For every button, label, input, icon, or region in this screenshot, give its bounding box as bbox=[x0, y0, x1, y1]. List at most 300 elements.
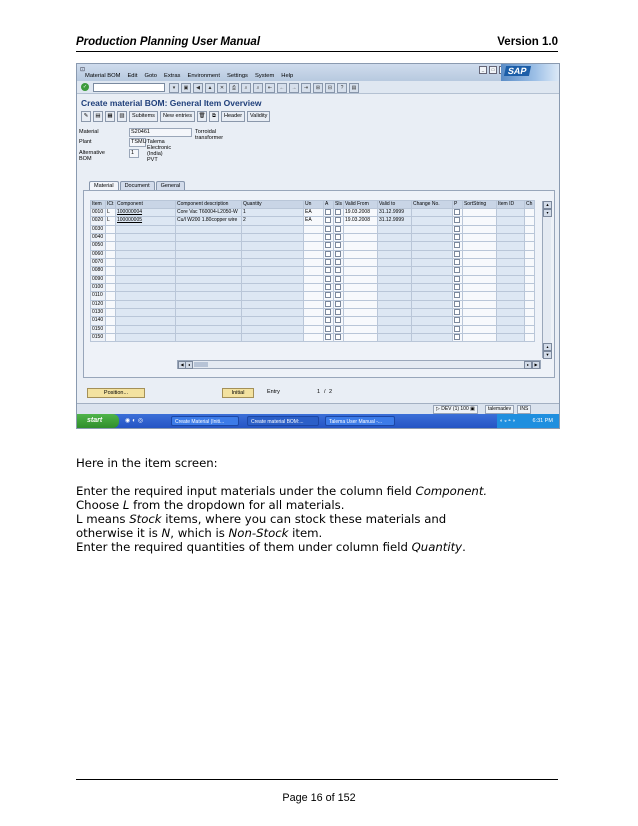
scroll-right-page-icon[interactable]: ▸ bbox=[524, 361, 532, 369]
sls-checkbox[interactable] bbox=[334, 258, 344, 266]
component-cell[interactable] bbox=[116, 275, 176, 283]
unit-cell[interactable] bbox=[304, 258, 324, 266]
a-checkbox[interactable] bbox=[324, 242, 334, 250]
unit-cell[interactable] bbox=[304, 325, 324, 333]
valid-from-cell[interactable] bbox=[343, 275, 377, 283]
ch-cell[interactable] bbox=[524, 217, 534, 225]
ict-cell[interactable] bbox=[106, 325, 116, 333]
component-cell[interactable]: 100000004 bbox=[116, 209, 176, 217]
valid-to-cell[interactable] bbox=[377, 233, 411, 241]
description-cell[interactable] bbox=[176, 317, 242, 325]
ch-cell[interactable] bbox=[524, 308, 534, 316]
valid-to-cell[interactable] bbox=[377, 242, 411, 250]
ch-cell[interactable] bbox=[524, 250, 534, 258]
checkbox[interactable] bbox=[335, 217, 341, 223]
checkbox[interactable] bbox=[454, 292, 460, 298]
quantity-cell[interactable] bbox=[242, 300, 304, 308]
ict-cell[interactable] bbox=[106, 317, 116, 325]
quantity-cell[interactable] bbox=[242, 233, 304, 241]
ict-cell[interactable] bbox=[106, 283, 116, 291]
unit-cell[interactable] bbox=[304, 267, 324, 275]
checkbox[interactable] bbox=[454, 251, 460, 257]
ch-cell[interactable] bbox=[524, 267, 534, 275]
unit-cell[interactable] bbox=[304, 317, 324, 325]
item-id-cell[interactable] bbox=[496, 275, 524, 283]
p-checkbox[interactable] bbox=[452, 283, 462, 291]
valid-from-cell[interactable]: 19.03.2008 bbox=[343, 217, 377, 225]
valid-to-cell[interactable] bbox=[377, 325, 411, 333]
valid-to-cell[interactable] bbox=[377, 292, 411, 300]
quantity-cell[interactable] bbox=[242, 258, 304, 266]
item-id-cell[interactable] bbox=[496, 225, 524, 233]
checkbox[interactable] bbox=[335, 292, 341, 298]
quantity-cell[interactable] bbox=[242, 308, 304, 316]
column-header[interactable]: Component bbox=[116, 201, 176, 209]
sls-checkbox[interactable] bbox=[334, 242, 344, 250]
find-next-icon[interactable]: ⌕ bbox=[253, 83, 263, 93]
checkbox[interactable] bbox=[325, 226, 331, 232]
grid-vertical-scrollbar[interactable] bbox=[542, 201, 551, 358]
p-checkbox[interactable] bbox=[452, 275, 462, 283]
p-checkbox[interactable] bbox=[452, 300, 462, 308]
layout-icon[interactable]: ▤ bbox=[349, 83, 359, 93]
unit-cell[interactable] bbox=[304, 300, 324, 308]
component-cell[interactable] bbox=[116, 317, 176, 325]
menu-item[interactable]: Extras bbox=[164, 73, 181, 79]
sortstring-cell[interactable] bbox=[462, 283, 496, 291]
checkbox[interactable] bbox=[454, 309, 460, 315]
valid-to-cell[interactable]: 31.12.9999 bbox=[377, 209, 411, 217]
column-header[interactable]: Item ID bbox=[496, 201, 524, 209]
valid-from-cell[interactable] bbox=[343, 292, 377, 300]
component-cell[interactable]: 100000005 bbox=[116, 217, 176, 225]
description-cell[interactable] bbox=[176, 267, 242, 275]
unit-cell[interactable] bbox=[304, 333, 324, 341]
checkbox[interactable] bbox=[325, 301, 331, 307]
a-checkbox[interactable] bbox=[324, 267, 334, 275]
display-change-icon[interactable]: ✎ bbox=[81, 111, 91, 122]
valid-from-cell[interactable] bbox=[343, 283, 377, 291]
column-header[interactable]: Change No. bbox=[411, 201, 452, 209]
change-no-cell[interactable] bbox=[411, 283, 452, 291]
next-page-icon[interactable]: → bbox=[289, 83, 299, 93]
find-icon[interactable]: ⌕ bbox=[241, 83, 251, 93]
sortstring-cell[interactable] bbox=[462, 317, 496, 325]
ch-cell[interactable] bbox=[524, 325, 534, 333]
component-cell[interactable] bbox=[116, 325, 176, 333]
sls-checkbox[interactable] bbox=[334, 308, 344, 316]
component-cell[interactable] bbox=[116, 300, 176, 308]
exit-icon[interactable]: ▲ bbox=[205, 83, 215, 93]
description-cell[interactable] bbox=[176, 275, 242, 283]
new-session-icon[interactable]: ⊞ bbox=[313, 83, 323, 93]
checkbox[interactable] bbox=[325, 317, 331, 323]
sls-checkbox[interactable] bbox=[334, 300, 344, 308]
sortstring-cell[interactable] bbox=[462, 217, 496, 225]
item-id-cell[interactable] bbox=[496, 308, 524, 316]
valid-to-cell[interactable] bbox=[377, 317, 411, 325]
p-checkbox[interactable] bbox=[452, 308, 462, 316]
select-all-icon[interactable]: ▦ bbox=[105, 111, 115, 122]
checkbox[interactable] bbox=[454, 267, 460, 273]
cancel-icon[interactable]: ✕ bbox=[217, 83, 227, 93]
p-checkbox[interactable] bbox=[452, 325, 462, 333]
change-no-cell[interactable] bbox=[411, 217, 452, 225]
scroll-page-down-icon[interactable]: ▴ bbox=[543, 343, 552, 351]
save-icon[interactable]: ▣ bbox=[181, 83, 191, 93]
scroll-down-icon[interactable]: ▼ bbox=[543, 351, 552, 359]
valid-to-cell[interactable] bbox=[377, 283, 411, 291]
grid-horizontal-scrollbar[interactable] bbox=[177, 360, 541, 369]
a-checkbox[interactable] bbox=[324, 250, 334, 258]
quantity-cell[interactable] bbox=[242, 333, 304, 341]
quantity-cell[interactable] bbox=[242, 225, 304, 233]
column-header[interactable]: Valid From bbox=[343, 201, 377, 209]
sortstring-cell[interactable] bbox=[462, 242, 496, 250]
window-icon[interactable]: ⊡ bbox=[80, 67, 86, 73]
ch-cell[interactable] bbox=[524, 275, 534, 283]
p-checkbox[interactable] bbox=[452, 250, 462, 258]
header-button[interactable]: Header bbox=[221, 111, 245, 122]
ch-cell[interactable] bbox=[524, 333, 534, 341]
sortstring-cell[interactable] bbox=[462, 325, 496, 333]
last-page-icon[interactable]: ⇥ bbox=[301, 83, 311, 93]
ch-cell[interactable] bbox=[524, 317, 534, 325]
quantity-cell[interactable] bbox=[242, 267, 304, 275]
a-checkbox[interactable] bbox=[324, 317, 334, 325]
column-header[interactable]: P bbox=[452, 201, 462, 209]
quantity-cell[interactable] bbox=[242, 250, 304, 258]
checkbox[interactable] bbox=[335, 251, 341, 257]
description-cell[interactable]: Cu/l W200 1.80copper wire bbox=[176, 217, 242, 225]
sls-checkbox[interactable] bbox=[334, 267, 344, 275]
a-checkbox[interactable] bbox=[324, 325, 334, 333]
sls-checkbox[interactable] bbox=[334, 283, 344, 291]
ict-cell[interactable] bbox=[106, 333, 116, 341]
item-id-cell[interactable] bbox=[496, 283, 524, 291]
a-checkbox[interactable] bbox=[324, 233, 334, 241]
valid-to-cell[interactable] bbox=[377, 225, 411, 233]
column-header[interactable]: Ch bbox=[524, 201, 534, 209]
item-id-cell[interactable] bbox=[496, 233, 524, 241]
checkbox[interactable] bbox=[325, 242, 331, 248]
unit-cell[interactable] bbox=[304, 233, 324, 241]
item-id-cell[interactable] bbox=[496, 267, 524, 275]
description-cell[interactable] bbox=[176, 225, 242, 233]
ict-cell[interactable]: L bbox=[106, 217, 116, 225]
valid-from-cell[interactable]: 19.03.2008 bbox=[343, 209, 377, 217]
checkbox[interactable] bbox=[454, 326, 460, 332]
checkbox[interactable] bbox=[335, 309, 341, 315]
valid-from-cell[interactable] bbox=[343, 258, 377, 266]
valid-from-cell[interactable] bbox=[343, 325, 377, 333]
description-cell[interactable] bbox=[176, 292, 242, 300]
checkbox[interactable] bbox=[454, 334, 460, 340]
a-checkbox[interactable] bbox=[324, 283, 334, 291]
valid-to-cell[interactable] bbox=[377, 267, 411, 275]
menu-item[interactable]: Help bbox=[281, 73, 294, 79]
checkbox[interactable] bbox=[454, 317, 460, 323]
quantity-cell[interactable]: 2 bbox=[242, 217, 304, 225]
valid-from-cell[interactable] bbox=[343, 317, 377, 325]
menu-item[interactable]: Environment bbox=[187, 73, 220, 79]
checkbox[interactable] bbox=[335, 317, 341, 323]
sortstring-cell[interactable] bbox=[462, 300, 496, 308]
change-no-cell[interactable] bbox=[411, 275, 452, 283]
checkbox[interactable] bbox=[325, 326, 331, 332]
item-id-cell[interactable] bbox=[496, 325, 524, 333]
checkbox[interactable] bbox=[325, 334, 331, 340]
checkbox[interactable] bbox=[454, 234, 460, 240]
checkbox[interactable] bbox=[325, 259, 331, 265]
column-header[interactable]: ICt bbox=[106, 201, 116, 209]
menu-item[interactable]: Goto bbox=[144, 73, 158, 79]
valid-to-cell[interactable] bbox=[377, 258, 411, 266]
ch-cell[interactable] bbox=[524, 233, 534, 241]
checkbox[interactable] bbox=[335, 226, 341, 232]
p-checkbox[interactable] bbox=[452, 292, 462, 300]
unit-cell[interactable]: EA bbox=[304, 209, 324, 217]
valid-from-cell[interactable] bbox=[343, 250, 377, 258]
item-id-cell[interactable] bbox=[496, 250, 524, 258]
quantity-cell[interactable] bbox=[242, 317, 304, 325]
item-id-cell[interactable] bbox=[496, 333, 524, 341]
component-cell[interactable] bbox=[116, 308, 176, 316]
item-id-cell[interactable] bbox=[496, 317, 524, 325]
subitems-button[interactable]: Subitems bbox=[129, 111, 158, 122]
system-info[interactable]: ▷ DEV (1) 100 ▣ bbox=[433, 405, 478, 414]
print-icon[interactable]: ⎙ bbox=[229, 83, 239, 93]
checkbox[interactable] bbox=[454, 259, 460, 265]
ch-cell[interactable] bbox=[524, 242, 534, 250]
ch-cell[interactable] bbox=[524, 209, 534, 217]
ch-cell[interactable] bbox=[524, 225, 534, 233]
quick-launch-icons[interactable]: ◉◐◎ bbox=[125, 418, 146, 424]
description-cell[interactable] bbox=[176, 242, 242, 250]
scroll-left-icon[interactable]: ◀ bbox=[178, 361, 186, 369]
component-cell[interactable] bbox=[116, 258, 176, 266]
column-header[interactable]: SortString bbox=[462, 201, 496, 209]
checkbox[interactable] bbox=[325, 309, 331, 315]
checkbox[interactable] bbox=[454, 226, 460, 232]
item-id-cell[interactable] bbox=[496, 209, 524, 217]
sls-checkbox[interactable] bbox=[334, 225, 344, 233]
unit-cell[interactable] bbox=[304, 242, 324, 250]
ch-cell[interactable] bbox=[524, 258, 534, 266]
checkbox[interactable] bbox=[325, 209, 331, 215]
ict-cell[interactable] bbox=[106, 308, 116, 316]
checkbox[interactable] bbox=[335, 242, 341, 248]
sls-checkbox[interactable] bbox=[334, 292, 344, 300]
tray-icons[interactable]: ◐◒◓◑ bbox=[500, 418, 517, 424]
ict-cell[interactable] bbox=[106, 233, 116, 241]
position-button[interactable]: Position... bbox=[87, 388, 145, 398]
sortstring-cell[interactable] bbox=[462, 233, 496, 241]
scroll-right-icon[interactable]: ▶ bbox=[532, 361, 540, 369]
description-cell[interactable] bbox=[176, 325, 242, 333]
valid-from-cell[interactable] bbox=[343, 233, 377, 241]
change-no-cell[interactable] bbox=[411, 267, 452, 275]
change-no-cell[interactable] bbox=[411, 233, 452, 241]
sls-checkbox[interactable] bbox=[334, 217, 344, 225]
a-checkbox[interactable] bbox=[324, 209, 334, 217]
checkbox[interactable] bbox=[454, 217, 460, 223]
p-checkbox[interactable] bbox=[452, 209, 462, 217]
initial-button[interactable]: Initial bbox=[222, 388, 254, 398]
sortstring-cell[interactable] bbox=[462, 275, 496, 283]
checkbox[interactable] bbox=[335, 326, 341, 332]
change-no-cell[interactable] bbox=[411, 333, 452, 341]
column-header[interactable]: Un bbox=[304, 201, 324, 209]
checkbox[interactable] bbox=[454, 276, 460, 282]
scroll-up-icon[interactable]: ▲ bbox=[543, 201, 552, 209]
ict-cell[interactable] bbox=[106, 250, 116, 258]
shortcut-icon[interactable]: ⊟ bbox=[325, 83, 335, 93]
ict-cell[interactable]: L bbox=[106, 209, 116, 217]
sls-checkbox[interactable] bbox=[334, 333, 344, 341]
command-field[interactable] bbox=[93, 83, 165, 92]
column-header[interactable]: A bbox=[324, 201, 334, 209]
sls-checkbox[interactable] bbox=[334, 317, 344, 325]
unit-cell[interactable] bbox=[304, 275, 324, 283]
p-checkbox[interactable] bbox=[452, 258, 462, 266]
column-header[interactable]: Quantity bbox=[242, 201, 304, 209]
unit-cell[interactable] bbox=[304, 250, 324, 258]
unit-cell[interactable] bbox=[304, 283, 324, 291]
change-no-cell[interactable] bbox=[411, 225, 452, 233]
valid-to-cell[interactable] bbox=[377, 308, 411, 316]
item-id-cell[interactable] bbox=[496, 242, 524, 250]
sortstring-cell[interactable] bbox=[462, 267, 496, 275]
a-checkbox[interactable] bbox=[324, 258, 334, 266]
prev-page-icon[interactable]: ← bbox=[277, 83, 287, 93]
sls-checkbox[interactable] bbox=[334, 325, 344, 333]
component-cell[interactable] bbox=[116, 267, 176, 275]
other-bom-icon[interactable]: ▤ bbox=[93, 111, 103, 122]
description-cell[interactable] bbox=[176, 333, 242, 341]
ict-cell[interactable] bbox=[106, 225, 116, 233]
change-no-cell[interactable] bbox=[411, 300, 452, 308]
valid-to-cell[interactable] bbox=[377, 250, 411, 258]
description-cell[interactable] bbox=[176, 283, 242, 291]
column-header[interactable]: Item bbox=[91, 201, 106, 209]
sortstring-cell[interactable] bbox=[462, 308, 496, 316]
checkbox[interactable] bbox=[325, 217, 331, 223]
plant-field[interactable]: TSMU bbox=[131, 139, 147, 145]
menu-item[interactable]: Material BOM bbox=[85, 73, 121, 79]
checkbox[interactable] bbox=[335, 234, 341, 240]
sls-checkbox[interactable] bbox=[334, 250, 344, 258]
checkbox[interactable] bbox=[325, 234, 331, 240]
unit-cell[interactable] bbox=[304, 225, 324, 233]
copy-icon[interactable]: ⧉ bbox=[209, 111, 219, 122]
component-cell[interactable] bbox=[116, 233, 176, 241]
ch-cell[interactable] bbox=[524, 300, 534, 308]
sortstring-cell[interactable] bbox=[462, 209, 496, 217]
a-checkbox[interactable] bbox=[324, 225, 334, 233]
scroll-page-up-icon[interactable]: ▾ bbox=[543, 209, 552, 217]
p-checkbox[interactable] bbox=[452, 233, 462, 241]
checkbox[interactable] bbox=[325, 292, 331, 298]
ict-cell[interactable] bbox=[106, 267, 116, 275]
change-no-cell[interactable] bbox=[411, 308, 452, 316]
checkbox[interactable] bbox=[335, 209, 341, 215]
valid-from-cell[interactable] bbox=[343, 333, 377, 341]
valid-to-cell[interactable] bbox=[377, 300, 411, 308]
component-cell[interactable] bbox=[116, 333, 176, 341]
valid-from-cell[interactable] bbox=[343, 242, 377, 250]
taskbar-task-2[interactable]: Create material BOM:... bbox=[247, 416, 319, 426]
quantity-cell[interactable] bbox=[242, 275, 304, 283]
change-no-cell[interactable] bbox=[411, 317, 452, 325]
a-checkbox[interactable] bbox=[324, 217, 334, 225]
sortstring-cell[interactable] bbox=[462, 333, 496, 341]
unit-cell[interactable] bbox=[304, 292, 324, 300]
scroll-left-page-icon[interactable]: ◂ bbox=[185, 361, 193, 369]
tab-document[interactable]: Document bbox=[120, 181, 155, 190]
column-header[interactable]: Sls bbox=[335, 201, 342, 207]
unit-cell[interactable] bbox=[304, 308, 324, 316]
change-no-cell[interactable] bbox=[411, 242, 452, 250]
a-checkbox[interactable] bbox=[324, 292, 334, 300]
sls-checkbox[interactable] bbox=[334, 209, 344, 217]
validity-button[interactable]: Validity bbox=[247, 111, 270, 122]
item-id-cell[interactable] bbox=[496, 300, 524, 308]
column-header[interactable]: Valid to bbox=[377, 201, 411, 209]
quantity-cell[interactable]: 1 bbox=[242, 209, 304, 217]
scroll-thumb[interactable] bbox=[194, 362, 208, 367]
new-entries-button[interactable]: New entries bbox=[160, 111, 195, 122]
item-id-cell[interactable] bbox=[496, 292, 524, 300]
checkbox[interactable] bbox=[325, 251, 331, 257]
material-field[interactable]: S20461 bbox=[129, 128, 192, 137]
checkbox[interactable] bbox=[454, 301, 460, 307]
a-checkbox[interactable] bbox=[324, 300, 334, 308]
ict-cell[interactable] bbox=[106, 242, 116, 250]
sls-checkbox[interactable] bbox=[334, 275, 344, 283]
tab-material[interactable]: Material bbox=[89, 181, 119, 190]
component-cell[interactable] bbox=[116, 250, 176, 258]
alt-bom-field[interactable]: 1 bbox=[129, 149, 139, 158]
checkbox[interactable] bbox=[335, 267, 341, 273]
change-no-cell[interactable] bbox=[411, 292, 452, 300]
item-id-cell[interactable] bbox=[496, 258, 524, 266]
checkbox[interactable] bbox=[454, 284, 460, 290]
valid-from-cell[interactable] bbox=[343, 267, 377, 275]
dropdown-icon[interactable]: ▾ bbox=[169, 83, 179, 93]
sortstring-cell[interactable] bbox=[462, 250, 496, 258]
change-no-cell[interactable] bbox=[411, 325, 452, 333]
checkbox[interactable] bbox=[325, 276, 331, 282]
checkbox[interactable] bbox=[454, 242, 460, 248]
unit-cell[interactable]: EA bbox=[304, 217, 324, 225]
ch-cell[interactable] bbox=[524, 283, 534, 291]
description-cell[interactable]: Core Vac T60004-L2050-W bbox=[176, 209, 242, 217]
checkbox[interactable] bbox=[335, 259, 341, 265]
p-checkbox[interactable] bbox=[452, 317, 462, 325]
checkbox[interactable] bbox=[325, 267, 331, 273]
ict-cell[interactable] bbox=[106, 275, 116, 283]
ict-cell[interactable] bbox=[106, 258, 116, 266]
column-header[interactable]: Component description bbox=[176, 201, 242, 209]
maximize-icon[interactable]: □ bbox=[489, 66, 497, 74]
p-checkbox[interactable] bbox=[452, 242, 462, 250]
ict-cell[interactable] bbox=[106, 300, 116, 308]
quantity-cell[interactable] bbox=[242, 283, 304, 291]
help-icon[interactable]: ? bbox=[337, 83, 347, 93]
p-checkbox[interactable] bbox=[452, 217, 462, 225]
first-page-icon[interactable]: ⇤ bbox=[265, 83, 275, 93]
